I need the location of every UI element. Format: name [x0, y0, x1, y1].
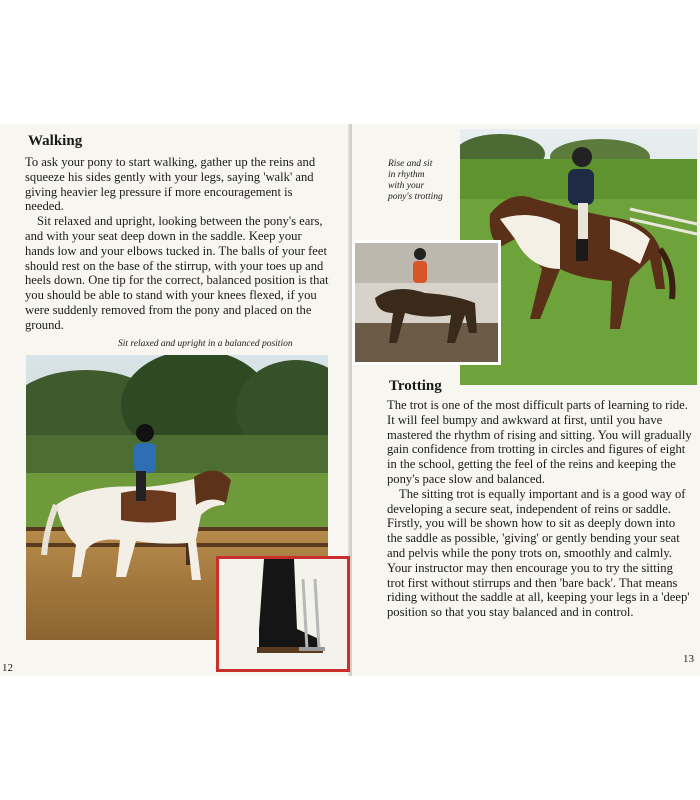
trotting-paragraph-1: The trot is one of the most difficult parts of learning to ride. It will feel bumpy and awkward at first, until you have mastered the rhythm of rising and sitting. You will gradually gain confidence from trotting in circles and figures of eight in the school, getting the feel of the reins and keeping the pony's pace slow and balanced.: [387, 398, 692, 486]
trotting-caption: [388, 159, 468, 203]
walking-caption: Sit relaxed and upright in a balanced position: [118, 339, 293, 349]
trotting-caption-line-4: pony's trotting: [388, 192, 443, 202]
rising-trot-inset-photo: [352, 240, 501, 365]
walking-body: [25, 155, 329, 333]
right-page-number: 13: [683, 653, 694, 665]
trotting-caption-line-1: Rise and sit: [388, 159, 433, 169]
trotting-body: [387, 398, 693, 620]
walking-paragraph-2: Sit relaxed and upright, looking between the pony's ears, and with your seat deep down in the saddle. Keep your hands low and your elbows tucked in. The balls of your feet should rest on the base of the stirrup, with your toes up and heels down. One tip for the correct, balanced position is that you should be able to stand with your knees flexed, if you were suddenly removed from the pony and placed on the ground.: [25, 214, 329, 332]
trotting-paragraph-2: The sitting trot is equally important and is a good way of developing a secure seat, independent of reins or saddle. Firstly, you will be shown how to sit as deeply down into the saddle as possible, 'giving' or gently bending your seat and pelvis while the pony trots on, smoothly and calmly. Your instructor may then encourage you to try the sitting trot first without stirrups and then 'bare back'. That means riding without the saddle at all, keeping your legs in a 'deep' position so that you stay balanced and in control.: [387, 486, 690, 620]
left-page-number: 12: [2, 662, 13, 674]
walking-heading: Walking: [28, 133, 83, 149]
trotting-caption-line-2: in rhythm: [388, 170, 425, 180]
walking-paragraph-1: To ask your pony to start walking, gather up the reins and squeeze his sides gently with your legs, saying 'walk' and giving heavier leg pressure if more encouragement is needed.: [25, 155, 316, 214]
trotting-heading: Trotting: [389, 378, 442, 394]
trotting-caption-line-3: with your: [388, 181, 425, 191]
stirrup-inset-photo: [216, 556, 350, 672]
